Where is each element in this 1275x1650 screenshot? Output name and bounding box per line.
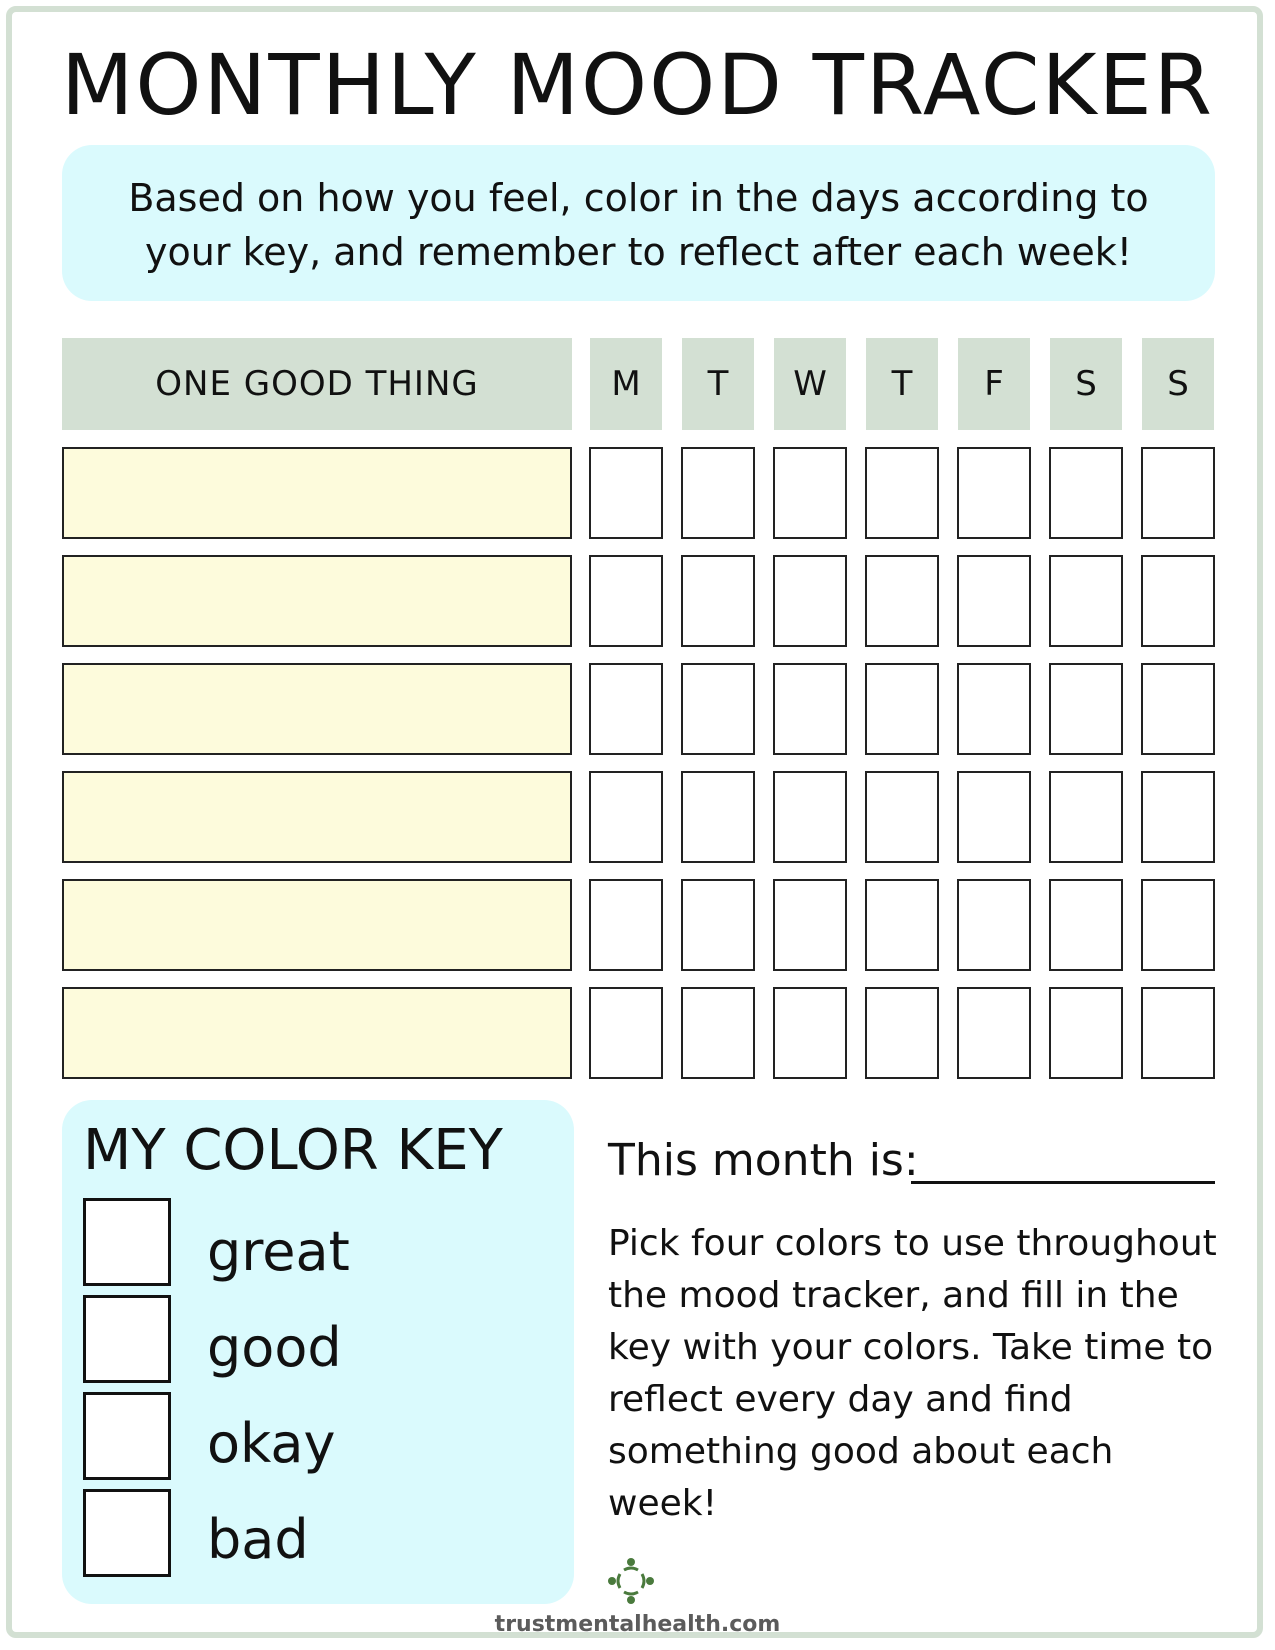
mood-cell-tue[interactable] — [681, 447, 755, 539]
page-title: MONTHLY MOOD TRACKER — [60, 36, 1215, 134]
mood-cell-sat[interactable] — [1049, 879, 1123, 971]
mood-cell-sat[interactable] — [1049, 447, 1123, 539]
mood-cell-sun[interactable] — [1141, 663, 1215, 755]
color-key-label-okay: okay — [207, 1412, 336, 1475]
mood-cell-sat[interactable] — [1049, 555, 1123, 647]
mood-cell-tue[interactable] — [681, 555, 755, 647]
mood-cell-sun[interactable] — [1141, 555, 1215, 647]
header-day-tue: T — [682, 338, 754, 430]
mood-cell-tue[interactable] — [681, 771, 755, 863]
header-day-sat: S — [1050, 338, 1122, 430]
mood-cell-thu[interactable] — [865, 879, 939, 971]
mood-cell-fri[interactable] — [957, 447, 1031, 539]
website-link[interactable]: trustmentalhealth.com — [494, 1612, 781, 1637]
mood-cell-thu[interactable] — [865, 447, 939, 539]
mood-cell-sun[interactable] — [1141, 447, 1215, 539]
mood-cell-tue[interactable] — [681, 987, 755, 1079]
color-key-label-good: good — [207, 1316, 342, 1379]
people-circle-icon — [606, 1556, 656, 1606]
mood-cell-wed[interactable] — [773, 771, 847, 863]
mood-cell-fri[interactable] — [957, 555, 1031, 647]
mood-cell-wed[interactable] — [773, 555, 847, 647]
header-one-good-thing: ONE GOOD THING — [62, 338, 572, 430]
mood-cell-tue[interactable] — [681, 879, 755, 971]
mood-cell-thu[interactable] — [865, 555, 939, 647]
header-day-thu: T — [866, 338, 938, 430]
mood-cell-mon[interactable] — [589, 771, 663, 863]
mood-cell-fri[interactable] — [957, 987, 1031, 1079]
one-good-thing-field[interactable] — [62, 447, 572, 539]
mood-cell-wed[interactable] — [773, 987, 847, 1079]
mood-cell-sat[interactable] — [1049, 663, 1123, 755]
mood-cell-tue[interactable] — [681, 663, 755, 755]
mood-cell-mon[interactable] — [589, 663, 663, 755]
mood-cell-fri[interactable] — [957, 879, 1031, 971]
color-key-swatch-bad[interactable] — [83, 1489, 171, 1577]
header-day-sun: S — [1142, 338, 1214, 430]
intro-banner: Based on how you feel, color in the days according to your key, and remember to reflect after each week! — [62, 145, 1215, 301]
color-key-title: MY COLOR KEY — [83, 1118, 503, 1183]
mood-cell-wed[interactable] — [773, 663, 847, 755]
instructions-text: Pick four colors to use throughout the mood tracker, and fill in the key with your colors. Take time to reflect every day and find something good about each week! — [608, 1223, 1217, 1524]
mood-cell-sat[interactable] — [1049, 771, 1123, 863]
mood-cell-sun[interactable] — [1141, 879, 1215, 971]
mood-cell-thu[interactable] — [865, 987, 939, 1079]
mood-cell-mon[interactable] — [589, 555, 663, 647]
one-good-thing-field[interactable] — [62, 555, 572, 647]
color-key-swatch-okay[interactable] — [83, 1392, 171, 1480]
mood-cell-mon[interactable] — [589, 987, 663, 1079]
mood-cell-wed[interactable] — [773, 447, 847, 539]
one-good-thing-field[interactable] — [62, 879, 572, 971]
mood-cell-sat[interactable] — [1049, 987, 1123, 1079]
month-prompt: This month is: — [608, 1135, 919, 1186]
header-day-wed: W — [774, 338, 846, 430]
header-day-mon: M — [590, 338, 662, 430]
mood-cell-wed[interactable] — [773, 879, 847, 971]
one-good-thing-field[interactable] — [62, 987, 572, 1079]
color-key-label-bad: bad — [207, 1508, 309, 1571]
mood-cell-sun[interactable] — [1141, 771, 1215, 863]
one-good-thing-field[interactable] — [62, 663, 572, 755]
header-day-fri: F — [958, 338, 1030, 430]
mood-cell-fri[interactable] — [957, 771, 1031, 863]
month-input-line[interactable] — [911, 1181, 1215, 1184]
mood-cell-fri[interactable] — [957, 663, 1031, 755]
mood-cell-thu[interactable] — [865, 663, 939, 755]
mood-cell-sun[interactable] — [1141, 987, 1215, 1079]
mood-cell-mon[interactable] — [589, 447, 663, 539]
color-key-label-great: great — [207, 1220, 350, 1283]
mood-cell-thu[interactable] — [865, 771, 939, 863]
mood-cell-mon[interactable] — [589, 879, 663, 971]
color-key-swatch-good[interactable] — [83, 1295, 171, 1383]
color-key-swatch-great[interactable] — [83, 1198, 171, 1286]
one-good-thing-field[interactable] — [62, 771, 572, 863]
